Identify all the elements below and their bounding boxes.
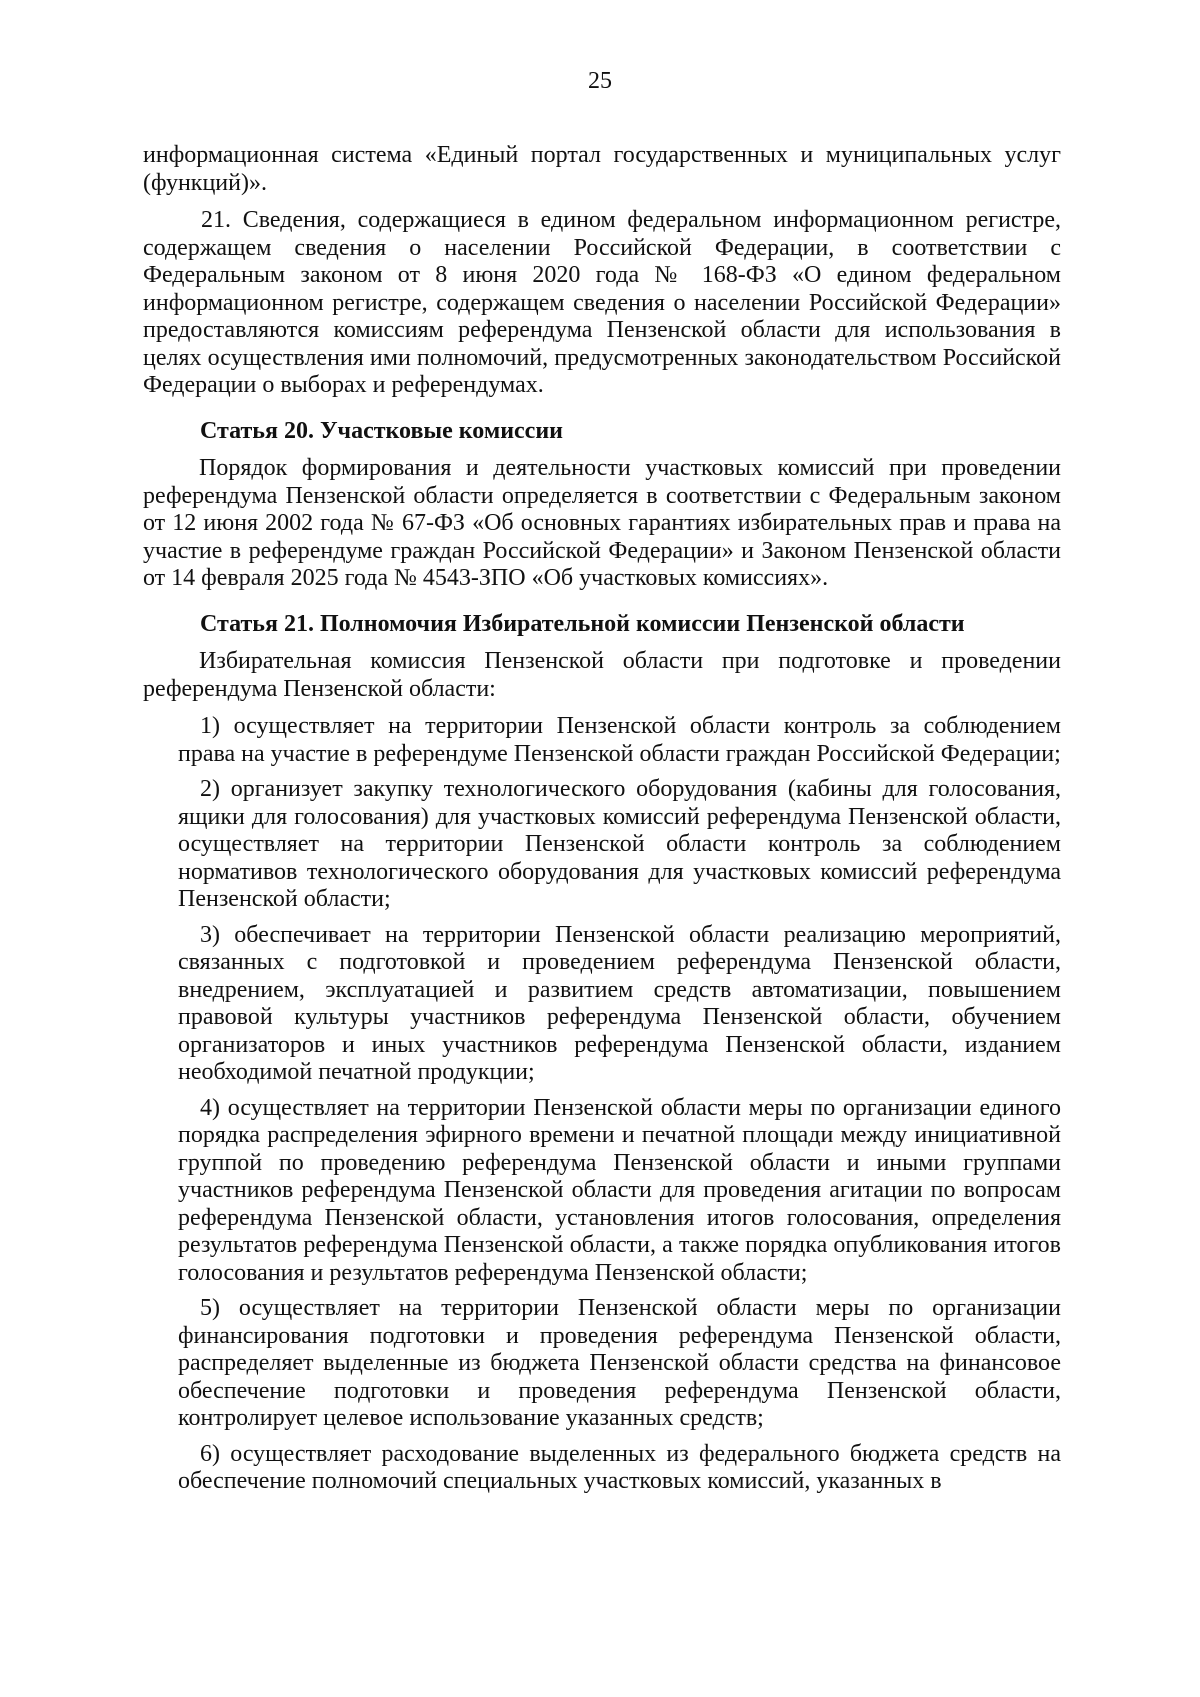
list-item: 5) осуществляет на территории Пензенской области меры по организации финансирования подготовки и проведения референдума Пензенской области, распределяет выделенные из бюджета Пензенской области средства на финансовое обеспечение подготовки и проведения референдума Пензенской области, контролирует целевое использование указанных средств;: [178, 1295, 1061, 1431]
article-21-heading: Статья 21. Полномочия Избирательной комиссии Пензенской области: [200, 610, 965, 637]
list-item: 4) осуществляет на территории Пензенской области меры по организации единого порядка распределения эфирного времени и печатной площади между инициативной группой по проведению референдума Пензенской области и иными группами участников референдума Пензенской области для проведения агитации по вопросам референдума Пензенской области, установления итогов голосования, определения результатов референдума Пензенской области, а также порядка опубликования итогов голосования и результатов референдума Пензенской области;: [178, 1094, 1061, 1286]
article-21-intro: Избирательная комиссия Пензенской области при подготовке и проведении референдума Пензенской области:: [143, 648, 1061, 702]
article-20-text: Порядок формирования и деятельности участковых комиссий при проведении референдума Пензенской области определяется в соответствии с Федеральным законом от 12 июня 2002 года № 67-ФЗ «Об основных гарантиях избирательных прав и права на участие в референдуме граждан Российской Федерации» и Законом Пензенской области от 14 февраля 2025 года № 4543-ЗПО «Об участковых комиссиях».: [143, 455, 1061, 591]
page-number: 25: [588, 68, 612, 94]
paragraph-continuation: информационная система «Единый портал государственных и муниципальных услуг (функций)».: [143, 142, 1061, 196]
article-20-heading: Статья 20. Участковые комиссии: [200, 417, 563, 444]
document-body: [143, 142, 1061, 1496]
list-item: 6) осуществляет расходование выделенных из федерального бюджета средств на обеспечение полномочий специальных участковых комиссий, указанных в: [178, 1440, 1061, 1494]
list-item: 1) осуществляет на территории Пензенской области контроль за соблюдением права на участие в референдуме Пензенской области граждан Российской Федерации;: [178, 713, 1061, 767]
list-item: 3) обеспечивает на территории Пензенской области реализацию мероприятий, связанных с подготовкой и проведением референдума Пензенской области, внедрением, эксплуатацией и развитием средств автоматизации, повышением правовой культуры участников референдума Пензенской области, обучением организаторов и иных участников референдума Пензенской области, изданием необходимой печатной продукции;: [178, 921, 1061, 1085]
paragraph-21: 21. Сведения, содержащиеся в едином федеральном информационном регистре, содержащем сведения о населении Российской Федерации, в соответствии с Федеральным законом от 8 июня 2020 года № 168-ФЗ «О едином федеральном информационном регистре, содержащем сведения о населении Российской Федерации» предоставляются комиссиям референдума Пензенской области для использования в целях осуществления ими полномочий, предусмотренных законодательством Российской Федерации о выборах и референдумах.: [143, 207, 1061, 398]
list-item: 2) организует закупку технологического оборудования (кабины для голосования, ящики для голосования) для участковых комиссий референдума Пензенской области, осуществляет на территории Пензенской области контроль за соблюдением нормативов технологического оборудования для участковых комиссий референдума Пензенской области;: [178, 776, 1061, 912]
